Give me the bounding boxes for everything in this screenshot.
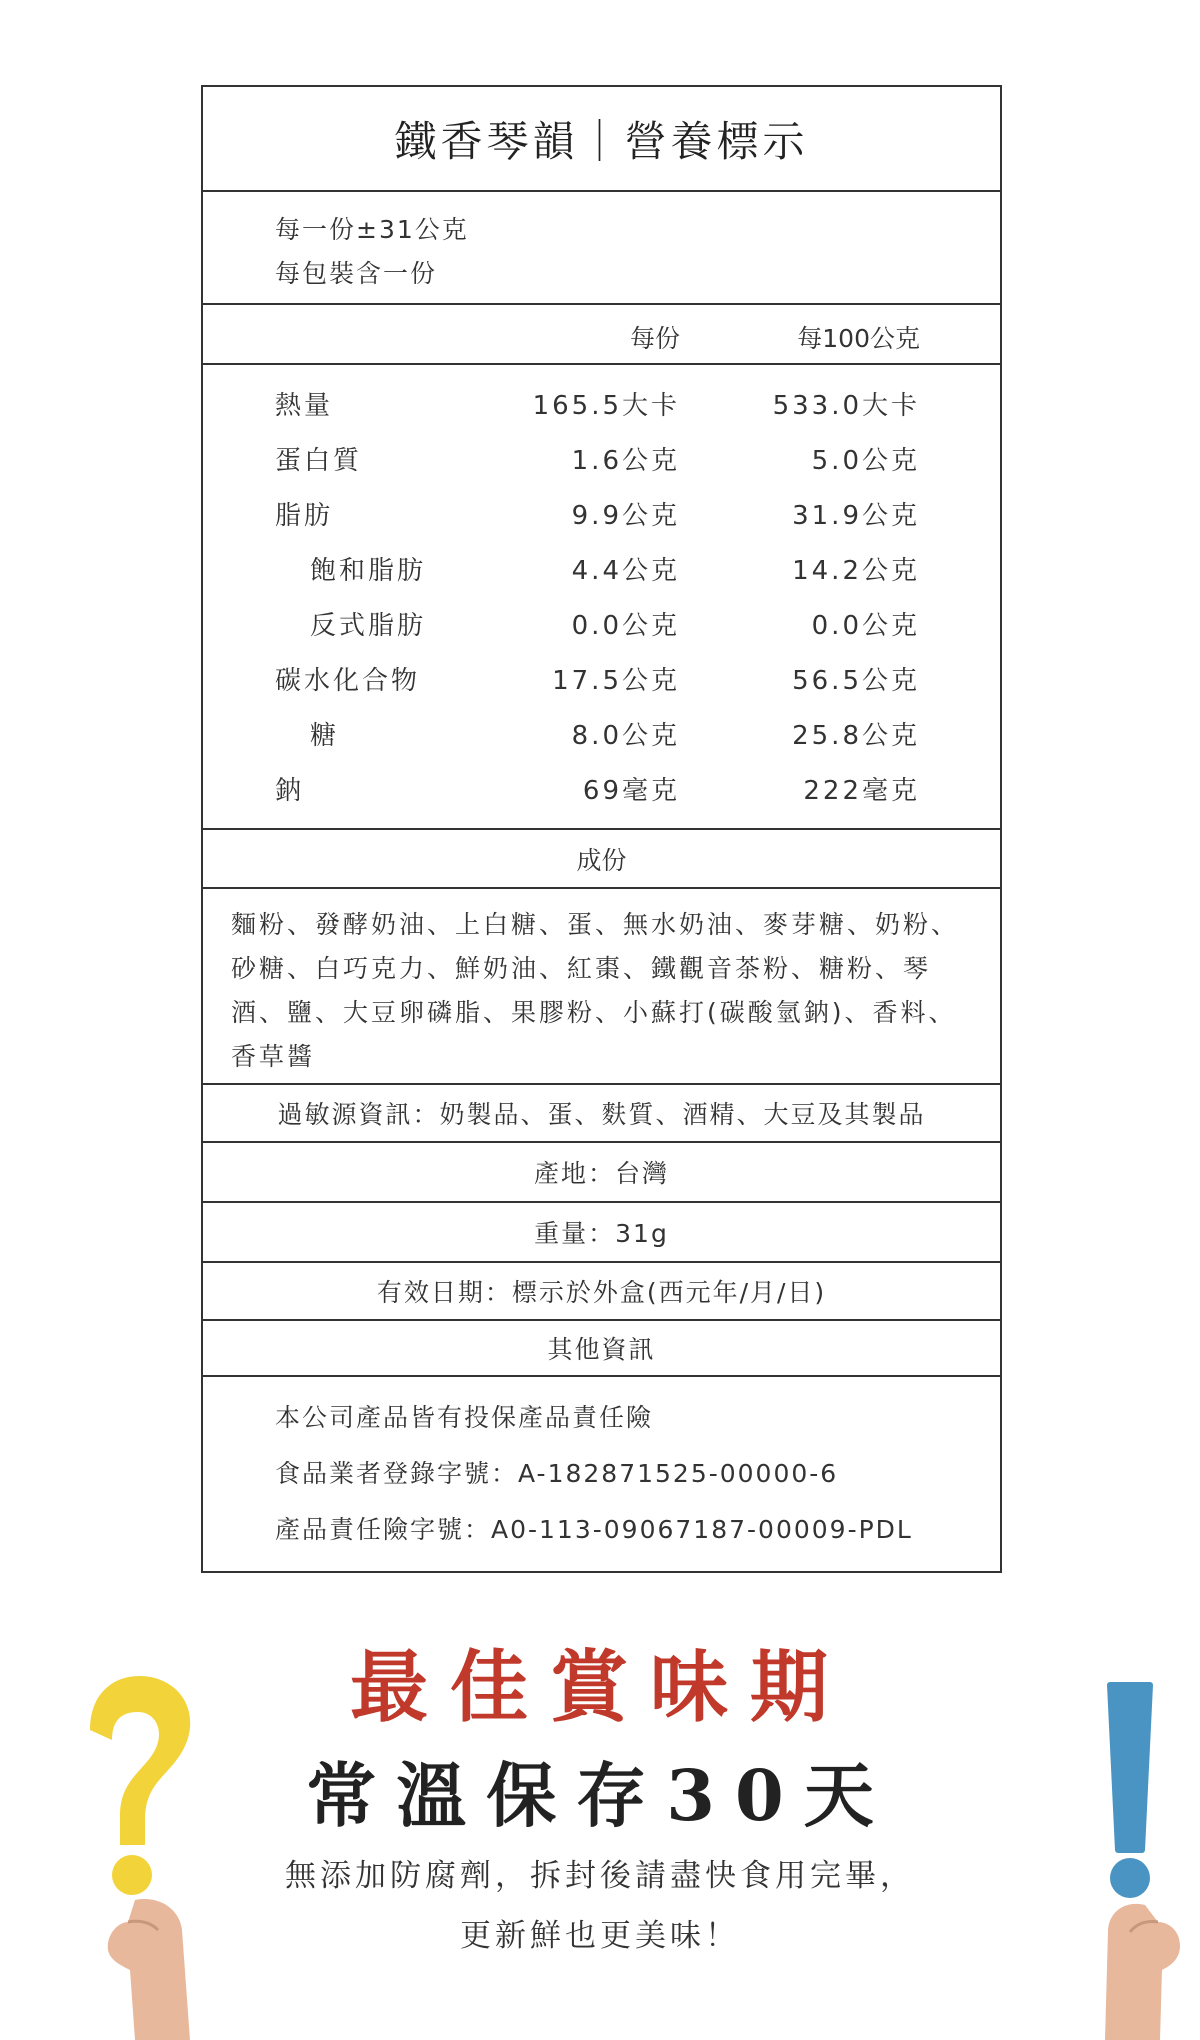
hand-icon <box>1105 1904 1180 2040</box>
best-before-desc-2: 更新鮮也更美味！ <box>460 1918 740 1954</box>
insurance-number-line: 產品責任險字號：A0-113-09067187-00009-PDL <box>275 1515 913 1544</box>
ingredients-heading: 成份 <box>576 846 627 875</box>
table-row <box>203 385 1000 425</box>
nutrient-name: 熱量 <box>275 391 334 421</box>
nutrient-per-100g: 14.2公克 <box>792 556 920 586</box>
nutrient-per-serving: 8.0公克 <box>571 721 680 751</box>
table-row <box>203 550 1000 590</box>
best-before-desc-1: 無添加防腐劑，拆封後請盡快食用完畢， <box>285 1858 915 1894</box>
nutrition-label <box>201 85 1002 1573</box>
nutrient-per-100g: 222毫克 <box>803 776 920 806</box>
table-row <box>203 715 1000 755</box>
other-info-heading: 其他資訊 <box>547 1335 656 1364</box>
servings-per-pack: 每包裝含一份 <box>275 259 438 288</box>
nutrient-name: 反式脂肪 <box>310 611 427 641</box>
origin-info: 產地：台灣 <box>533 1159 669 1188</box>
question-mark-icon <box>50 1660 200 2040</box>
nutrient-per-serving: 9.9公克 <box>571 501 680 531</box>
nutrient-name: 糖 <box>310 721 340 751</box>
table-row <box>203 440 1000 480</box>
weight-info: 重量：31g <box>534 1219 669 1248</box>
nutrient-table <box>203 365 1000 829</box>
nutrient-name: 蛋白質 <box>275 446 363 476</box>
nutrient-per-serving: 17.5公克 <box>552 666 680 696</box>
expiry-info: 有效日期：標示於外盒(西元年/月/日) <box>376 1278 827 1307</box>
label-title: 鐵香琴韻｜營養標示 <box>394 117 809 166</box>
hand-icon <box>108 1899 190 2040</box>
col-per-serving: 每份 <box>629 324 680 353</box>
nutrient-per-serving: 1.6公克 <box>571 446 680 476</box>
exclamation-mark-icon <box>1050 1660 1200 2040</box>
nutrient-per-serving: 165.5大卡 <box>532 391 680 421</box>
registration-line: 食品業者登錄字號：A-182871525-00000-6 <box>275 1459 839 1488</box>
table-row <box>203 495 1000 535</box>
nutrient-name: 鈉 <box>275 776 305 806</box>
table-row <box>203 605 1000 645</box>
nutrient-name: 飽和脂肪 <box>310 556 427 586</box>
serving-info <box>203 192 1000 304</box>
table-row <box>203 770 1000 810</box>
table-row <box>203 660 1000 700</box>
nutrient-per-100g: 533.0大卡 <box>772 391 920 421</box>
serving-size: 每一份±31公克 <box>275 215 469 244</box>
column-header <box>203 305 1000 364</box>
nutrient-per-100g: 31.9公克 <box>792 501 920 531</box>
allergen-info: 過敏源資訊：奶製品、蛋、麩質、酒精、大豆及其製品 <box>277 1100 926 1129</box>
nutrient-per-100g: 0.0公克 <box>811 611 920 641</box>
nutrient-per-100g: 56.5公克 <box>792 666 920 696</box>
nutrient-per-100g: 25.8公克 <box>792 721 920 751</box>
other-info <box>203 1376 1000 1573</box>
best-before-title: 最佳賞味期 <box>349 1642 850 1733</box>
ingredients-text: 麵粉、發酵奶油、上白糖、蛋、無水奶油、麥芽糖、奶粉、砂糖、白巧克力、鮮奶油、紅棗、鐵觀音茶粉、糖粉、琴酒、鹽、大豆卵磷脂、果膠粉、小蘇打(碳酸氫鈉)、香料、香草醬 <box>231 910 960 1071</box>
insurance-line: 本公司產品皆有投保產品責任險 <box>275 1403 654 1432</box>
ingredients-list <box>203 889 1000 1083</box>
nutrient-name: 脂肪 <box>275 501 334 531</box>
nutrient-per-serving: 4.4公克 <box>571 556 680 586</box>
col-per-100g: 每100公克 <box>797 324 920 353</box>
nutrient-name: 碳水化合物 <box>275 666 421 696</box>
nutrient-per-serving: 0.0公克 <box>571 611 680 641</box>
best-before-subtitle: 常溫保存30天 <box>306 1754 894 1837</box>
nutrient-per-serving: 69毫克 <box>582 776 680 806</box>
nutrient-per-100g: 5.0公克 <box>811 446 920 476</box>
